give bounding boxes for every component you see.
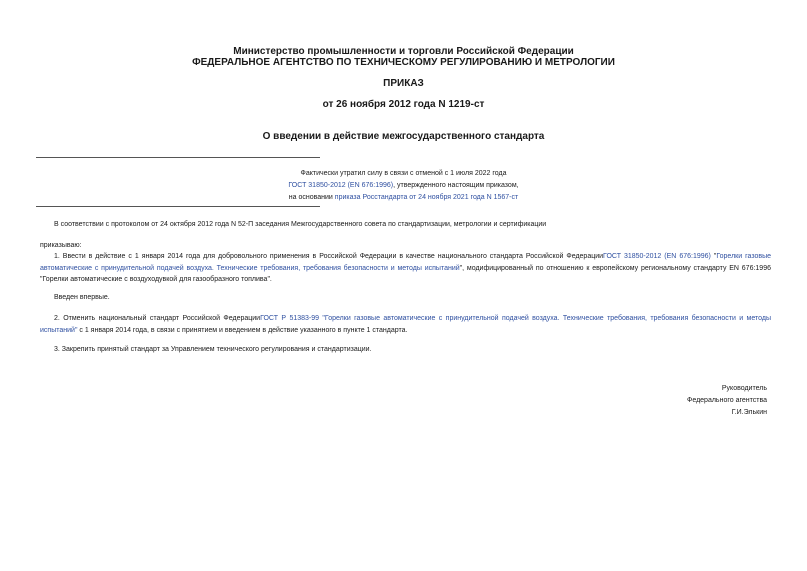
item-1-text-a: 1. Ввести в действие с 1 января 2014 года для добровольного применения в Российской Федерации в качестве национального стандарта Российской Федерации [54, 253, 604, 260]
document-title: О введении в действие межгосударственного стандарта [262, 131, 545, 142]
item-2-paragraph [40, 313, 771, 336]
status-note-line3-text: на основании [288, 194, 335, 201]
item-3-paragraph: 3. Закрепить принятый стандарт за Управлением технического регулирования и стандартизации. [54, 346, 372, 353]
status-note-line2-text: , утвержденного настоящим приказом, [393, 182, 519, 189]
separator-line-bottom [36, 206, 320, 207]
item-2-text-a: 2. Отменить национальный стандарт Российской Федерации [54, 315, 261, 322]
signature-name: Г.И.Элькин [731, 409, 767, 416]
gost-r-51383-link[interactable]: ГОСТ Р 51383-99 "Горелки газовые автоматические с принудительной подачей воздуха. Технические требования, требования безопасности и методы испытаний" [40, 315, 771, 334]
item-2-text-b: с 1 января 2014 года, в связи с принятием и введением в действие указанного в пункте 1 стандарта. [77, 326, 408, 334]
signature-position: Руководитель [721, 385, 767, 392]
preamble-paragraph: В соответствии с протоколом от 24 октября 2012 года N 52-П заседания Межгосударственного совета по стандартизации, метрологии и сертификации [54, 221, 547, 228]
agency-heading: ФЕДЕРАЛЬНОЕ АГЕНТСТВО ПО ТЕХНИЧЕСКОМУ РЕГУЛИРОВАНИЮ И МЕТРОЛОГИИ [192, 57, 615, 68]
separator-line-top [36, 157, 320, 158]
document-type: ПРИКАЗ [383, 78, 424, 89]
item-1-text-c: ", модифицированный по отношению к европейскому региональному стандарту EN 676:1996 "Горелки автоматические с воздуходувкой для газообразного топлива". [40, 264, 771, 283]
item-1-text-b: " [710, 253, 717, 260]
rosstandart-order-link[interactable]: приказа Росстандарта от 24 ноября 2021 года N 1567-ст [334, 194, 519, 201]
status-note-line3 [200, 192, 607, 204]
status-note-line2 [200, 180, 607, 192]
item-1-note: Введен впервые. [54, 294, 110, 301]
ministry-heading: Министерство промышленности и торговли Российской Федерации [233, 46, 574, 57]
document-date-number: от 26 ноября 2012 года N 1219-ст [322, 99, 485, 110]
signature-organization: Федерального агентства [687, 397, 767, 404]
order-word: приказываю: [40, 242, 82, 249]
status-note-line1: Фактически утратил силу в связи с отменой с 1 июля 2022 года [300, 170, 507, 177]
gost-31850-link[interactable]: ГОСТ 31850-2012 (EN 676:1996) [288, 182, 394, 189]
item-1-paragraph [40, 251, 771, 286]
gost-31850-item-link[interactable]: ГОСТ 31850-2012 (EN 676:1996) [603, 253, 711, 260]
gost-title-link[interactable]: Горелки газовые автоматические с принудительной подачей воздуха. Технические требования, требования безопасности и методы испытаний [40, 253, 772, 272]
